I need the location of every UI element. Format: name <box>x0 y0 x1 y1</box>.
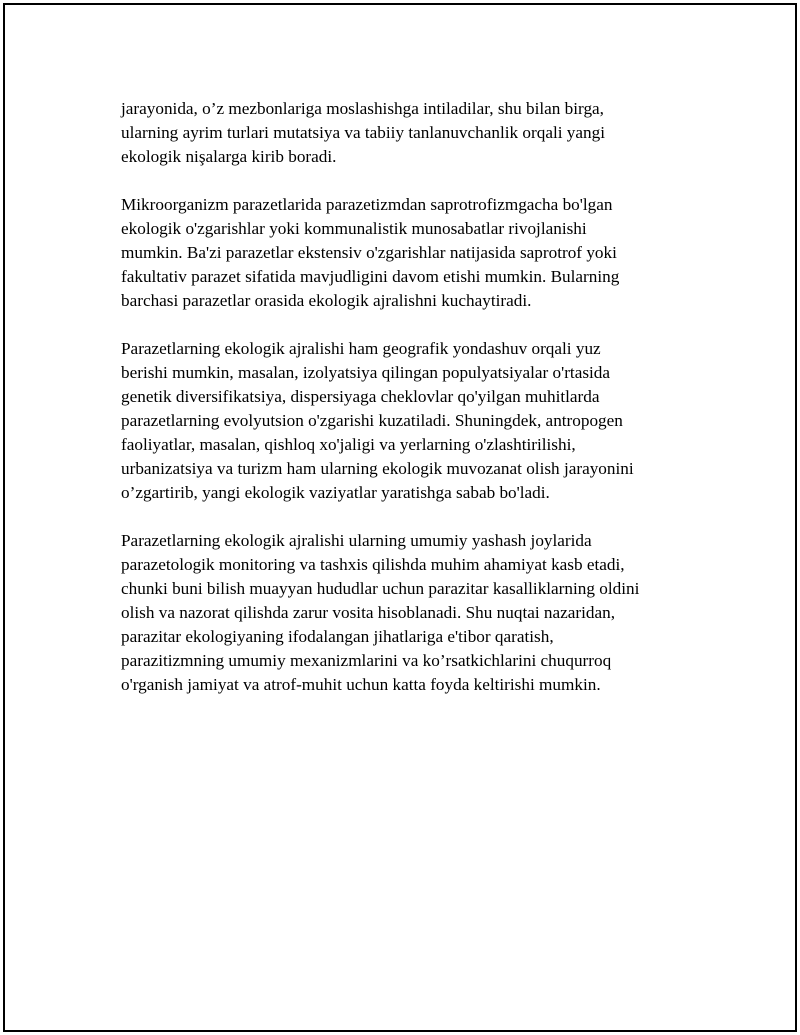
page-frame <box>3 3 797 1032</box>
paragraph-3: Parazetlarning ekologik ajralishi ham geografik yondashuv orqali yuz berishi mumkin, masalan, izolyatsiya qilingan populyatsiyalar o'rtasida genetik diversifikatsiya, dispersiyaga cheklovlar qo'yilgan muhitlarda parazetlarning evolyutsion o'zgarishi kuzatiladi. Shuningdek, antropogen faoliyatlar, masalan, qishloq xo'jaligi va yerlarning o'zlashtirilishi, urbanizatsiya va turizm ham ularning ekologik muvozanat olish jarayonini o’zgartirib, yangi ekologik vaziyatlar yaratishga sabab bo'ladi. <box>121 339 634 502</box>
paragraph-4: Parazetlarning ekologik ajralishi ularning umumiy yashash joylarida parazetologik monitoring va tashxis qilishda muhim ahamiyat kasb etadi, chunki buni bilish muayyan hududlar uchun parazitar kasalliklarning oldini olish va nazorat qilishda zarur vosita hisoblanadi. Shu nuqtai nazaridan, parazitar ekologiyaning ifodalangan jihatlariga e'tibor qaratish, parazitizmning umumiy mexanizmlarini va ko’rsatkichlarini chuqurroq o'rganish jamiyat va atrof-muhit uchun katta foyda keltirishi mumkin. <box>121 531 640 694</box>
document-body <box>121 97 701 721</box>
paragraph-2: Mikroorganizm parazetlarida parazetizmdan saprotrofizmgacha bo'lgan ekologik o'zgarishlar yoki kommunalistik munosabatlar rivojlanishi mumkin. Ba'zi parazetlar ekstensiv o'zgarishlar natijasida saprotrof yoki fakultativ parazet sifatida mavjudligini davom etishi mumkin. Bularning barchasi parazetlar orasida ekologik ajralishni kuchaytiradi. <box>121 195 620 310</box>
paragraph-1: jarayonida, o’z mezbonlariga moslashishga intiladilar, shu bilan birga, ularning ayrim turlari mutatsiya va tabiiy tanlanuvchanlik orqali yangi ekologik nişalarga kirib boradi. <box>121 99 605 166</box>
